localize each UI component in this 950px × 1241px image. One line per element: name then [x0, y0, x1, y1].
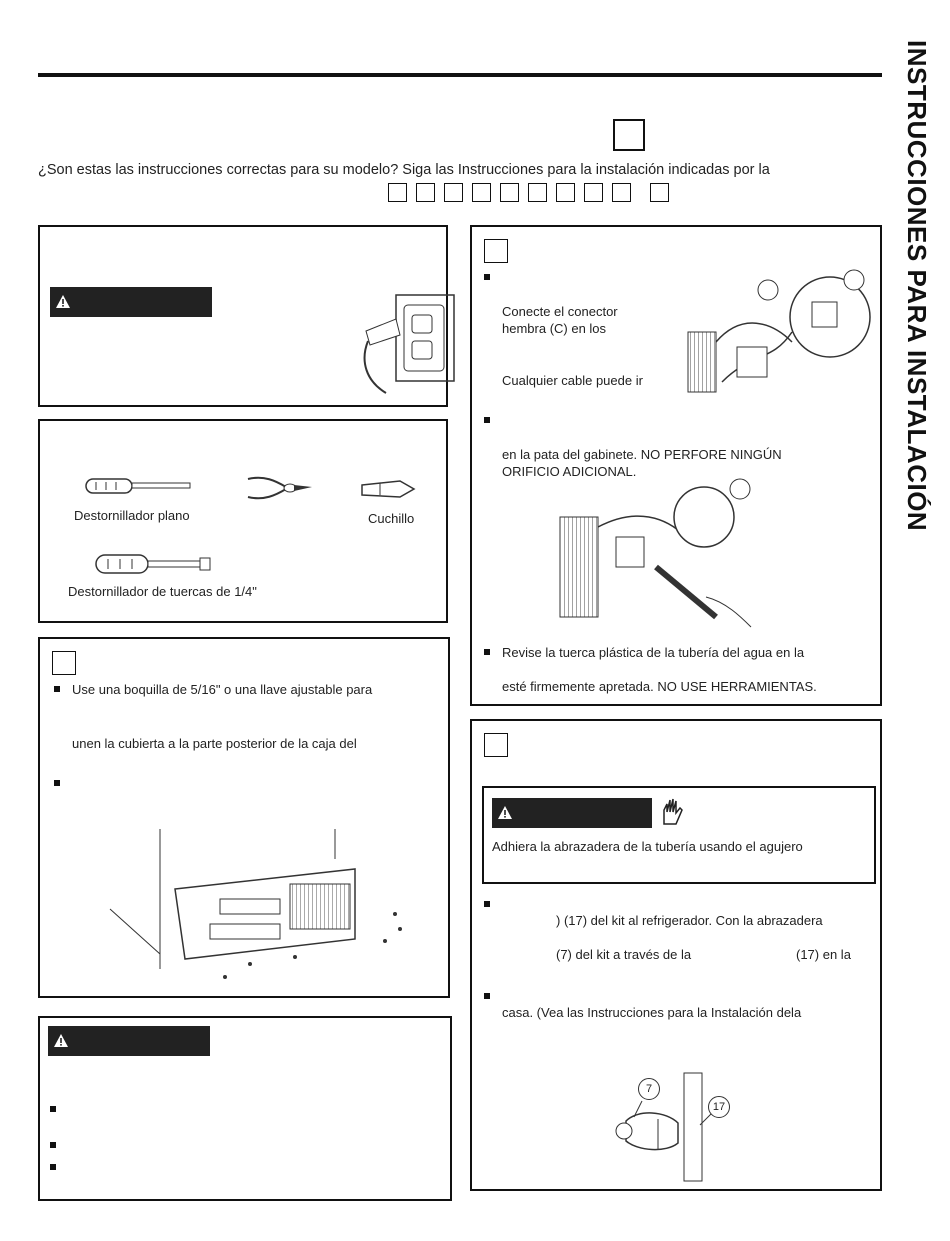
- wiring-illustration-drill: [556, 487, 756, 627]
- warning-panel: [38, 1016, 452, 1201]
- letter-box: [500, 183, 519, 202]
- bullet: [484, 274, 490, 280]
- tool-label-nut-driver: Destornillador de tuercas de 1/4": [68, 584, 257, 599]
- cover-line-2: unen la cubierta a la parte posterior de la caja del: [72, 736, 357, 751]
- tool-label-flat-screwdriver: Destornillador plano: [74, 508, 190, 523]
- callout-17: 17: [708, 1096, 730, 1118]
- clamp-line-2a: (7) del kit a través de la: [556, 947, 692, 962]
- letter-box: [612, 183, 631, 202]
- model-question: ¿Son estas las instrucciones correctas para su modelo? Siga las Instrucciones para la instalación indicadas por la: [38, 162, 770, 178]
- connect-line-3: Cualquier cable puede ir: [502, 373, 643, 388]
- step-checkbox: [484, 733, 508, 757]
- power-panel: [38, 225, 448, 407]
- clamp-warning-text: Adhiera la abrazadera de la tubería usando el agujero: [492, 839, 803, 854]
- letter-box: [584, 183, 603, 202]
- pliers-icon: [246, 473, 316, 503]
- step-checkbox: [52, 651, 76, 675]
- tools-panel: [38, 419, 448, 623]
- rear-cover-illustration: [100, 829, 420, 999]
- side-title-container: [900, 40, 940, 640]
- connect-line-4: en la pata del gabinete. NO PERFORE NINGÚN: [502, 447, 782, 462]
- bullet: [50, 1142, 56, 1148]
- clamp-panel: [470, 719, 882, 1191]
- letter-box: [444, 183, 463, 202]
- bullet: [50, 1164, 56, 1170]
- side-title: INSTRUCCIONES PARA INSTALACIÓN: [902, 40, 932, 532]
- warning-banner: [48, 1026, 210, 1056]
- flat-screwdriver-icon: [86, 476, 196, 496]
- warning-triangle-icon: [56, 295, 70, 308]
- letter-box: [388, 183, 407, 202]
- bullet: [54, 780, 60, 786]
- letter-box: [528, 183, 547, 202]
- bullet: [484, 649, 490, 655]
- cover-line-1: Use una boquilla de 5/16" o una llave ajustable para: [72, 682, 373, 697]
- letter-box: [472, 183, 491, 202]
- warning-triangle-icon: [498, 806, 512, 819]
- connect-line-5: ORIFICIO ADICIONAL.: [502, 464, 637, 479]
- connect-line-1: Conecte el conector: [502, 304, 618, 319]
- utility-knife-icon: [360, 475, 420, 505]
- connect-line-7: esté firmemente apretada. NO USE HERRAMIENTAS.: [502, 679, 817, 694]
- warning-banner: [492, 798, 652, 828]
- header-rule: [38, 73, 882, 77]
- clamp-line-3: casa. (Vea las Instrucciones para la Instalación dela: [502, 1005, 802, 1020]
- clamp-warning-box: [482, 786, 876, 884]
- nut-driver-icon: [96, 553, 216, 577]
- letter-box: [556, 183, 575, 202]
- letter-box: [416, 183, 435, 202]
- outlet-plug-illustration: [356, 291, 466, 401]
- cover-panel: [38, 637, 450, 998]
- bullet: [484, 417, 490, 423]
- warning-triangle-icon: [54, 1034, 68, 1047]
- clamp-line-1: ) (17) del kit al refrigerador. Con la abrazadera: [556, 913, 823, 928]
- clamp-line-2b: (17) en la: [796, 947, 851, 962]
- bullet: [484, 993, 490, 999]
- callout-7: 7: [638, 1078, 660, 1100]
- bullet: [484, 901, 490, 907]
- model-checkbox: [613, 119, 645, 151]
- hand-stop-icon: [658, 796, 688, 826]
- tool-label-knife: Cuchillo: [368, 511, 415, 526]
- bullet: [50, 1106, 56, 1112]
- connect-line-2: hembra (C) en los: [502, 321, 607, 336]
- step-checkbox: [484, 239, 508, 263]
- clamp-illustration: [608, 1073, 748, 1183]
- connect-line-6: Revise la tuerca plástica de la tubería del agua en la: [502, 645, 805, 660]
- warning-banner: [50, 287, 212, 317]
- bullet: [54, 686, 60, 692]
- letter-box: [650, 183, 669, 202]
- connect-panel: [470, 225, 882, 706]
- wiring-illustration-top: [682, 272, 882, 397]
